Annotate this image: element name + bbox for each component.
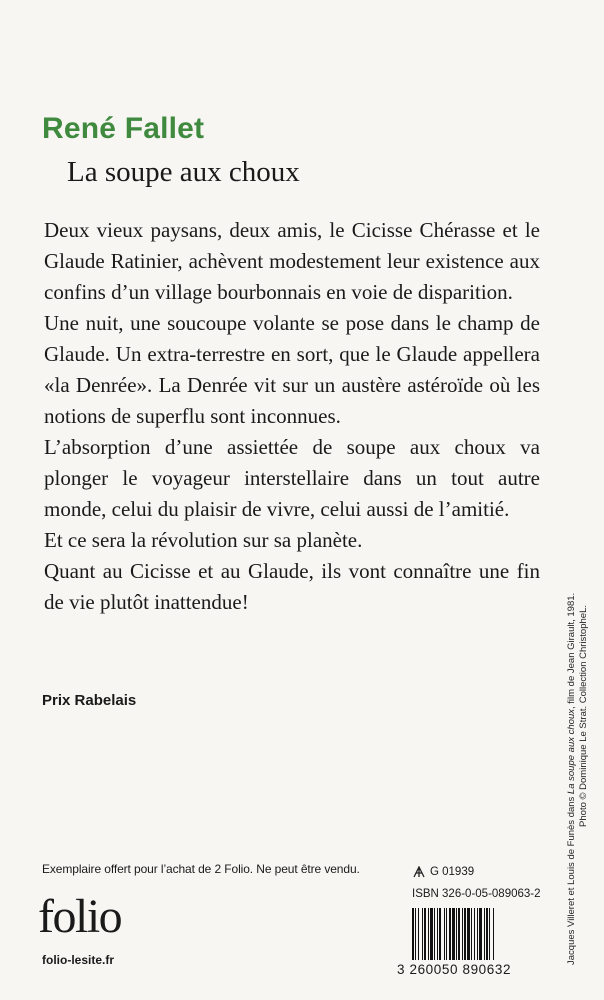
author-name: René Fallet: [42, 112, 205, 145]
credit-line-2: Photo © Dominique Le Strat. Collection ChristopheL.: [578, 605, 589, 827]
catalog-code: [412, 866, 474, 878]
barcode-digits: 3 260050 890632: [397, 962, 512, 977]
back-cover-blurb: [44, 215, 540, 618]
blurb-paragraph: Et ce sera la révolution sur sa planète.: [44, 528, 363, 552]
photo-credit: [566, 592, 590, 965]
blurb-paragraph: Une nuit, une soucoupe volante se pose dans le champ de Glaude. Un extra-terrestre en sort, que le Glaude appellera «la Denrée». La Denrée vit sur un austère astéroïde où les notions de superflu sont inconnues.: [44, 311, 540, 428]
publisher-website: folio-lesite.fr: [42, 953, 115, 967]
credit-line-1: Jacques Villeret et Louis de Funès dans La soupe aux choux, film de Jean Girault, 1981.: [566, 592, 577, 965]
prize-label: Prix Rabelais: [42, 692, 137, 709]
folio-symbol-icon: [412, 866, 426, 878]
catalog-code-text: G 01939: [430, 866, 475, 878]
blurb-paragraph: L’absorption d’une assiettée de soupe aux choux va plonger le voyageur interstellaire dans un tout autre monde, celui du plaisir de vivre, celui aussi de l’amitié.: [44, 435, 540, 521]
blurb-paragraph: Quant au Cicisse et au Glaude, ils vont connaître une fin de vie plutôt inattendue!: [44, 559, 540, 614]
book-title: La soupe aux choux: [67, 156, 300, 188]
folio-logo: folio: [38, 890, 122, 943]
offer-notice: Exemplaire offert pour l’achat de 2 Folio. Ne peut être vendu.: [42, 862, 360, 876]
barcode: [412, 908, 540, 960]
isbn-number: ISBN 326-0-05-089063-2: [412, 888, 541, 900]
blurb-paragraph: Deux vieux paysans, deux amis, le Cicisse Chérasse et le Glaude Ratinier, achèvent modestement leur existence aux confins d’un village bourbonnais en voie de disparition.: [44, 218, 540, 304]
